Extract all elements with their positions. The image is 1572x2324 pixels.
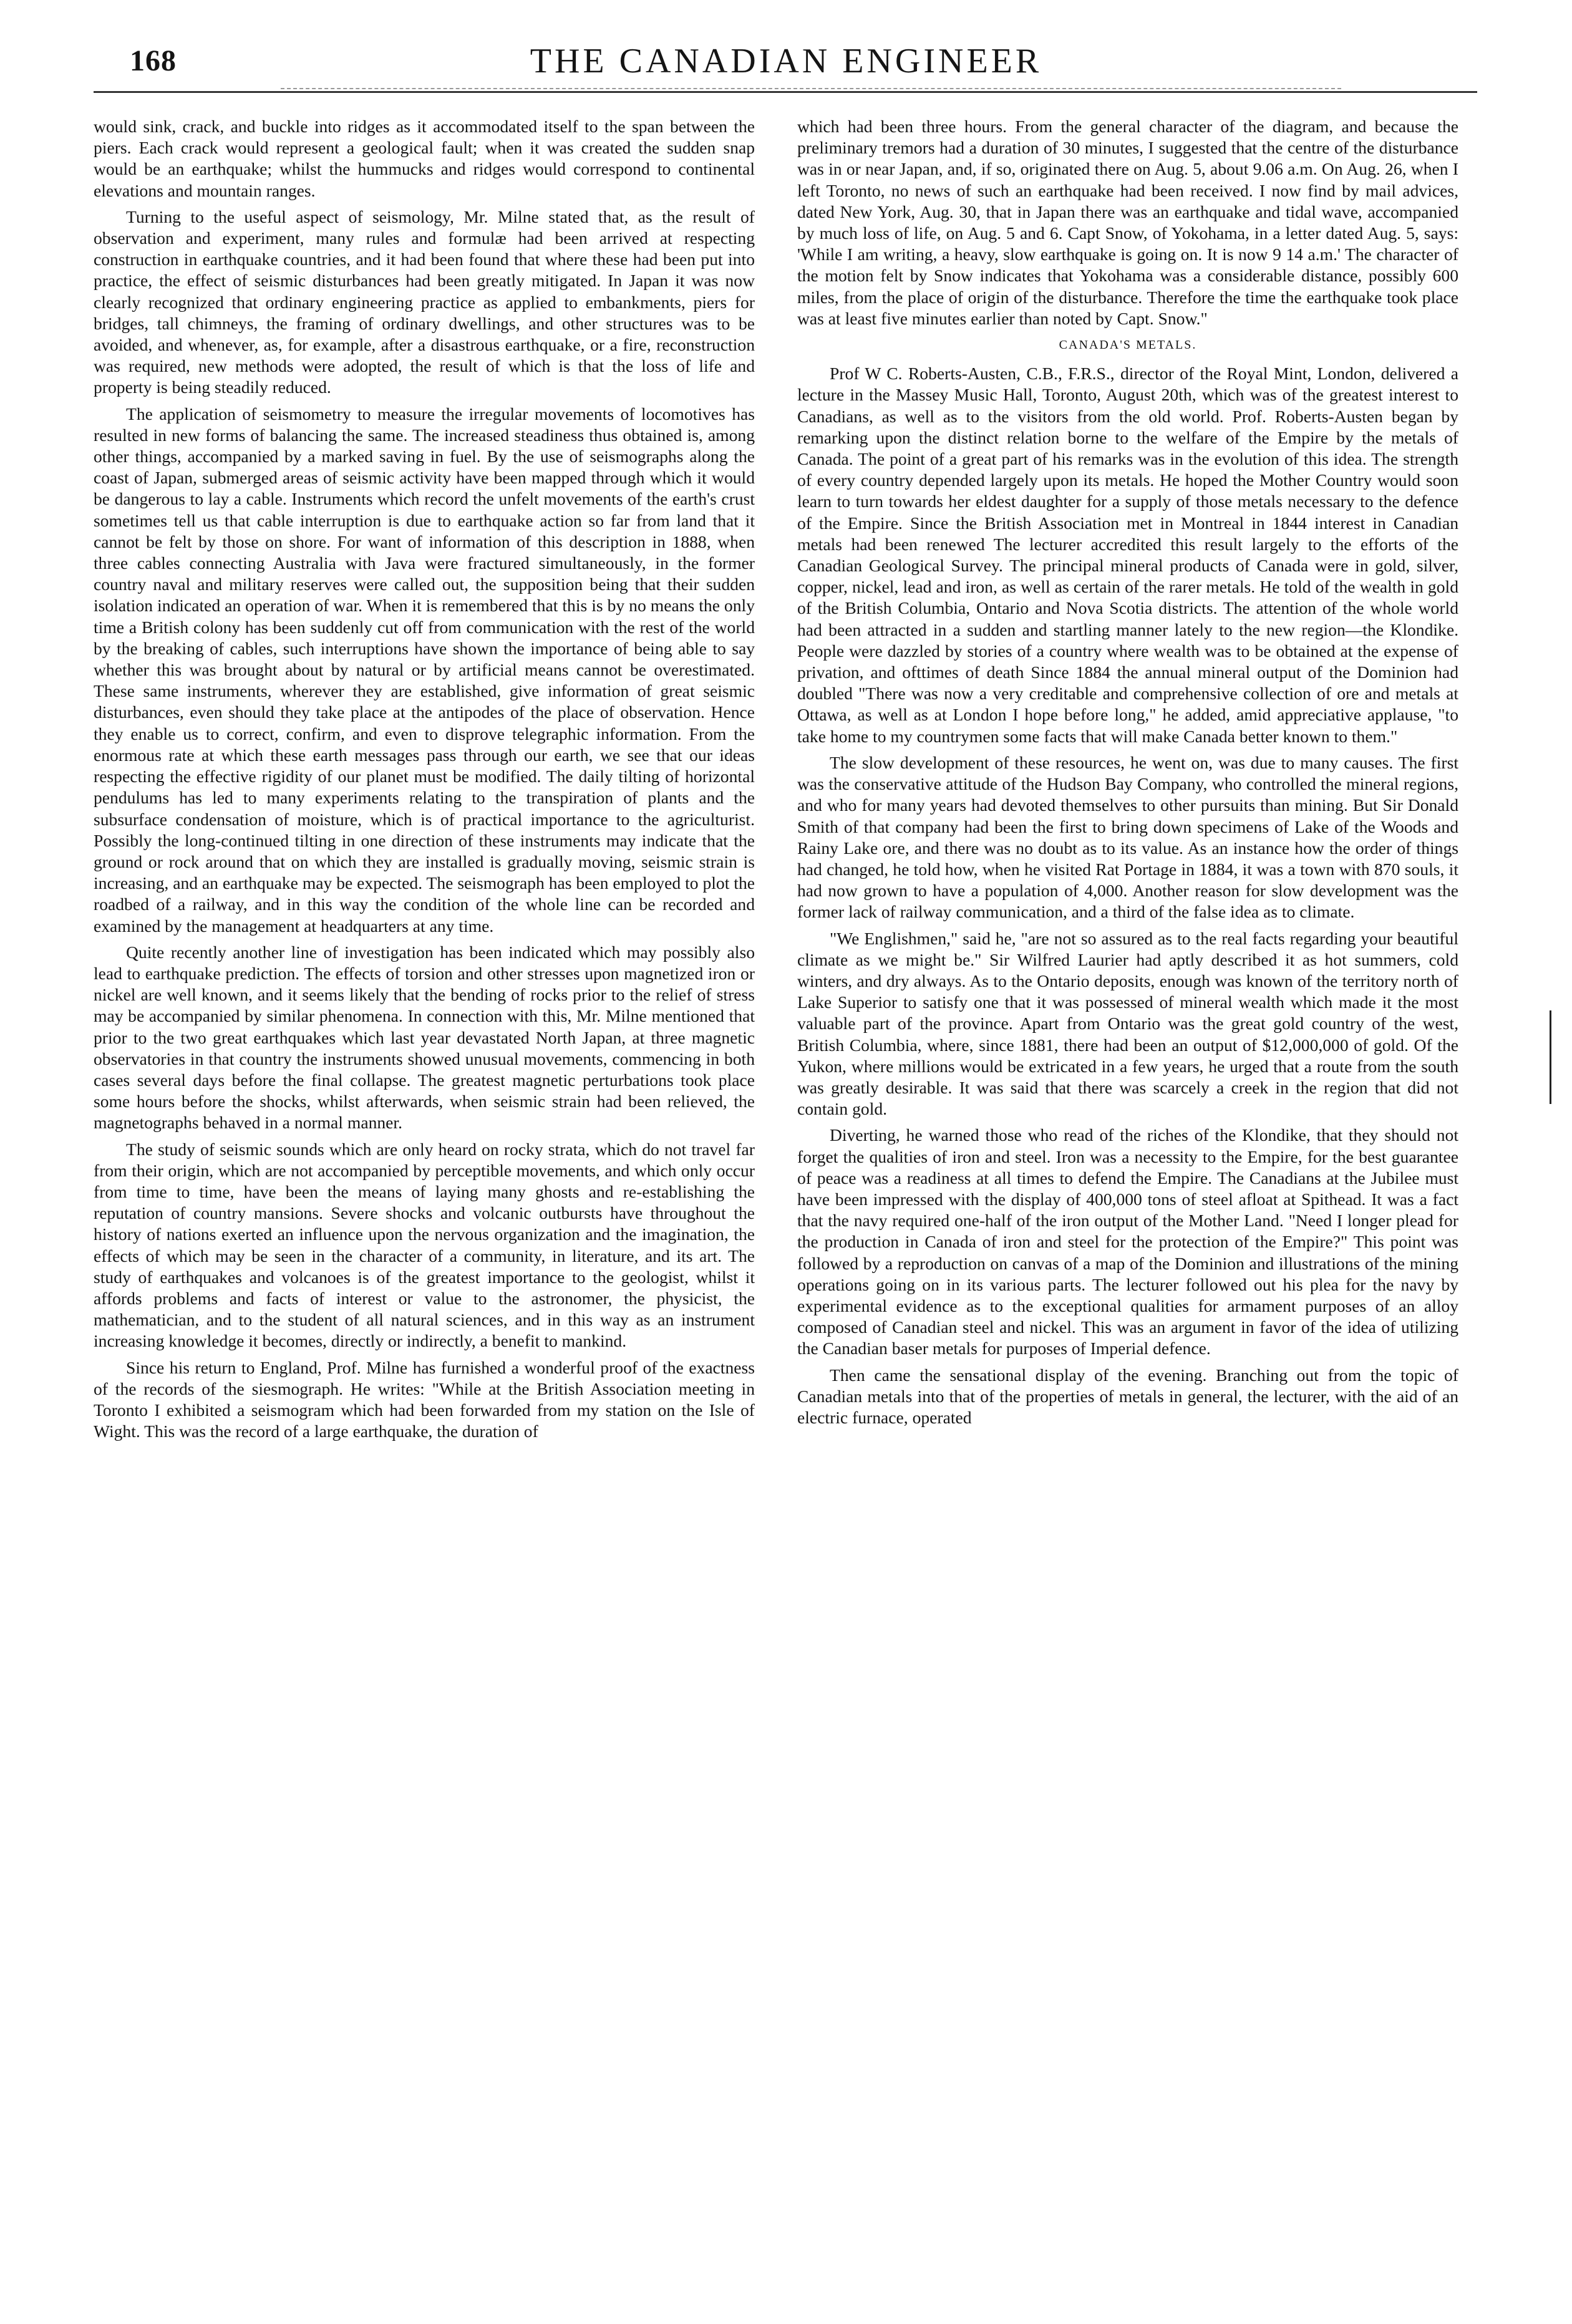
left-column	[94, 116, 755, 2299]
paragraph: Diverting, he warned those who read of the riches of the Klondike, that they should not forget the qualities of iron and steel. Iron was a necessity to the Empire, for the best guarantee of peace was a readiness at all times to defend the Empire. The Canadians at the Jubilee must have been impressed with the display of 400,000 tons of steel afloat at Spithead. It was a fact that the navy required one-half of the iron output of the Mother Land. "Need I longer plead for the production in Canada of iron and steel for the protection of the Empire?" This point was followed by a reproduction on canvas of a map of the Dominion and illustrations of the mining operations going on in its various parts. The lecturer followed out his plea for the navy by experimental evidence as to the exceptional qualities for armament purposes of an alloy composed of Canadian steel and nickel. This was an argument in favor of the idea of utilizing the Canadian baser metals for purposes of Imperial defence.	[797, 1125, 1458, 1358]
paragraph: Since his return to England, Prof. Milne has furnished a wonderful proof of the exactness of the records of the siesmograph. He writes: "While at the British Association meeting in Toronto I exhibited a seismogram which had been forwarded from my station on the Isle of Wight. This was the record of a large earthquake, the duration of	[94, 1357, 755, 1441]
paragraph: Prof W C. Roberts-Austen, C.B., F.R.S., director of the Royal Mint, London, delivered a lecture in the Massey Music Hall, Toronto, August 20th, which was of the greatest interest to Canadians, as well as to the visitors from the old world. Prof. Roberts-Austen began by remarking upon the distinct relation borne to the welfare of the Empire by the metals of Canada. The point of a great part of his remarks was in the evolution of this idea. The strength of every country depended largely upon its metals. He hoped the Mother Country would soon learn to turn towards her eldest daughter for a supply of those metals necessary to the defence of the Empire. Since the British Association met in Montreal in 1844 interest in Canadian metals had been renewed The lecturer accredited this result largely to the efforts of the Canadian Geological Survey. The principal mineral products of Canada were in gold, silver, copper, nickel, lead and iron, as well as certain of the rarer metals. He told of the wealth in gold of the British Columbia, Ontario and Nova Scotia districts. The attention of the whole world had been attracted in a sudden and startling manner lately to the new region—the Klondike. People were dazzled by stories of a country where wealth was to be obtained at the expense of privation, and ofttimes of death Since 1884 the annual mineral output of the Dominion had doubled "There was now a very creditable and comprehensive collection of ore and metals at Ottawa, as well as at London I hope before long," he added, amid appreciative applause, "to take home to my countrymen some facts that will make Canada better known to them."	[797, 364, 1458, 746]
header-rule-scan-noise	[281, 88, 1341, 89]
paragraph: The study of seismic sounds which are only heard on rocky strata, which do not travel far from their origin, which are not accompanied by perceptible movements, and which only occur from time to time, have been the means of laying many ghosts and re-establishing the reputation of country mansions. Severe shocks and volcanic outbursts have throughout the history of nations exerted an influence upon the nervous organization and the imagination, the effects of which may be seen in the character of a community, in literature, and its art. The study of earthquakes and volcanoes is of the greatest importance to the geologist, whilst it affords problems and facts of interest or value to the astronomer, the physicist, the mathematician, and to the student of all natural sciences, and in this way as an instrument increasing knowledge it becomes, directly or indirectly, a benefit to mankind.	[94, 1139, 755, 1351]
paragraph: The application of seismometry to measure the irregular movements of locomotives has resulted in new forms of balancing the same. The increased steadiness thus obtained is, among other things, accompanied by a marked saving in fuel. By the use of seismographs along the coast of Japan, submerged areas of seismic activity have been mapped through which it would be dangerous to lay a cable. Instruments which record the unfelt movements of the earth's crust sometimes tell us that cable interruption is due to earthquake action so far from land that it cannot be felt by those on shore. For want of information of this description in 1888, when three cables connecting Australia with Java were fractured simultaneously, in the former country naval and military reserves were called out, the supposition being that their sudden isolation indicated an operation of war. When it is remembered that this is by no means the only time a British colony has been suddenly cut off from communication with the rest of the world by the breaking of cables, such interruptions have shown the importance of being able to say whether this was brought about by natural or by artificial means cannot be overestimated. These same instruments, wherever they are established, give information of great seismic disturbances, even should they take place at the antipodes of the place of observation. Hence they enable us to correct, confirm, and even to disprove telegraphic information. From the enormous rate at which these earth messages pass through our earth, we see that our ideas respecting the effective rigidity of our planet must be modified. The daily tilting of horizontal pendulums has led to many experiments relating to the transpiration of plants and the subsurface condensation of moisture, which is of practical importance to the agriculturist. Possibly the long-continued tilting in one direction of these instruments may indicate that the ground or rock around that on which they are installed is gradually moving, seismic strain is increasing, and an earthquake may be expected. The seismograph has been employed to plot the roadbed of a railway, and in this way the condition of the whole line can be recorded and examined by the management at headquarters at any time.	[94, 404, 755, 936]
page-number: 168	[130, 44, 177, 77]
paragraph: Quite recently another line of investigation has been indicated which may possibly also lead to earthquake prediction. The effects of torsion and other stresses upon magnetized iron or nickel are well known, and it seems likely that the bending of rocks prior to the relief of stress may be accompanied by similar phenomena. In connection with this, Mr. Milne mentioned that prior to the two great earthquakes which last year devastated North Japan, at three magnetic observatories in that country the instruments showed unusual movements, commencing in both cases several days before the final collapse. The greatest magnetic perturbations took place some hours before the shocks, whilst afterwards, when seismic strain had been relieved, the magnetographs behaved in a normal manner.	[94, 942, 755, 1133]
paragraph: The slow development of these resources, he went on, was due to many causes. The first was the conservative attitude of the Hudson Bay Company, who controlled the mineral regions, and who for many years had devoted themselves to other pursuits than mining. But Sir Donald Smith of that company had been the first to bring down specimens of Lake of the Woods and Rainy Lake ore, and there was no doubt as to its value. As an instance how the order of things had changed, he told how, when he visited Rat Portage in 1884, it was a town with 870 souls, it had now grown to have a population of 4,000. Another reason for slow development was the former lack of railway communication, and a third of the false idea as to climate.	[797, 752, 1458, 922]
section-heading: CANADA'S METALS.	[1059, 338, 1197, 352]
paragraph: "We Englishmen," said he, "are not so assured as to the real facts regarding your beautiful climate as we might be." Sir Wilfred Laurier had aptly described it as hot summers, cold winters, and dry always. As to the Ontario deposits, enough was known of the territory north of Lake Superior to satisfy one that it was possessed of mineral wealth which made it the most valuable part of the province. Apart from Ontario was the great gold country of the west, British Columbia, where, since 1881, there had been an output of $12,000,000 of gold. Of the Yukon, where millions would be extricated in a few years, he urged that a route from the south was greatly desirable. It was said that there was scarcely a creek in the region that did not contain gold.	[797, 928, 1458, 1119]
journal-title: THE CANADIAN ENGINEER	[530, 42, 1042, 80]
paragraph: Turning to the useful aspect of seismology, Mr. Milne stated that, as the result of observation and experiment, many rules and formulæ had been arrived at respecting construction in earthquake countries, and it had been found that where these had been put into practice, the effect of seismic disturbances had been greatly mitigated. In Japan it was now clearly recognized that ordinary engineering practice as applied to embankments, piers for bridges, tall chimneys, the framing of ordinary dwellings, and other structures was to be avoided, and whenever, as, for example, after a disastrous earthquake, or a fire, reconstruction was required, new methods were adopted, the result of which is that the loss of life and property is being steadily reduced.	[94, 206, 755, 397]
paragraph: would sink, crack, and buckle into ridges as it accommodated itself to the span between the piers. Each crack would represent a geological fault; when it was created the sudden snap would be an earthquake; whilst the hummucks and ridges would correspond to continental elevations and mountain ranges.	[94, 117, 755, 200]
header-rule	[94, 91, 1477, 93]
paragraph: which had been three hours. From the general character of the diagram, and because the preliminary tremors had a duration of 30 minutes, I suggested that the centre of the disturbance was in or near Japan, and, if so, originated there on Aug. 5, about 9.06 a.m. On Aug. 26, when I left Toronto, no news of such an earthquake had been received. I now find by mail advices, dated New York, Aug. 30, that in Japan there was an earthquake and tidal wave, accompanied by much loss of life, on Aug. 5 and 6. Capt Snow, of Yokohama, in a letter dated Aug. 5, says: 'While I am writing, a heavy, slow earthquake is going on. It is now 9 14 a.m.' The character of the motion felt by Snow indicates that Yokohama was a considerable distance, possibly 600 miles, from the place of origin of the disturbance. Therefore the time the earthquake took place was at least five minutes earlier than noted by Capt. Snow."	[797, 117, 1458, 328]
paragraph: Then came the sensational display of the evening. Branching out from the topic of Canadian metals into that of the properties of metals in general, the lecturer, with the aid of an electric furnace, operated	[797, 1365, 1458, 1427]
scan-margin-mark	[1550, 1010, 1551, 1104]
right-column	[797, 116, 1458, 2299]
